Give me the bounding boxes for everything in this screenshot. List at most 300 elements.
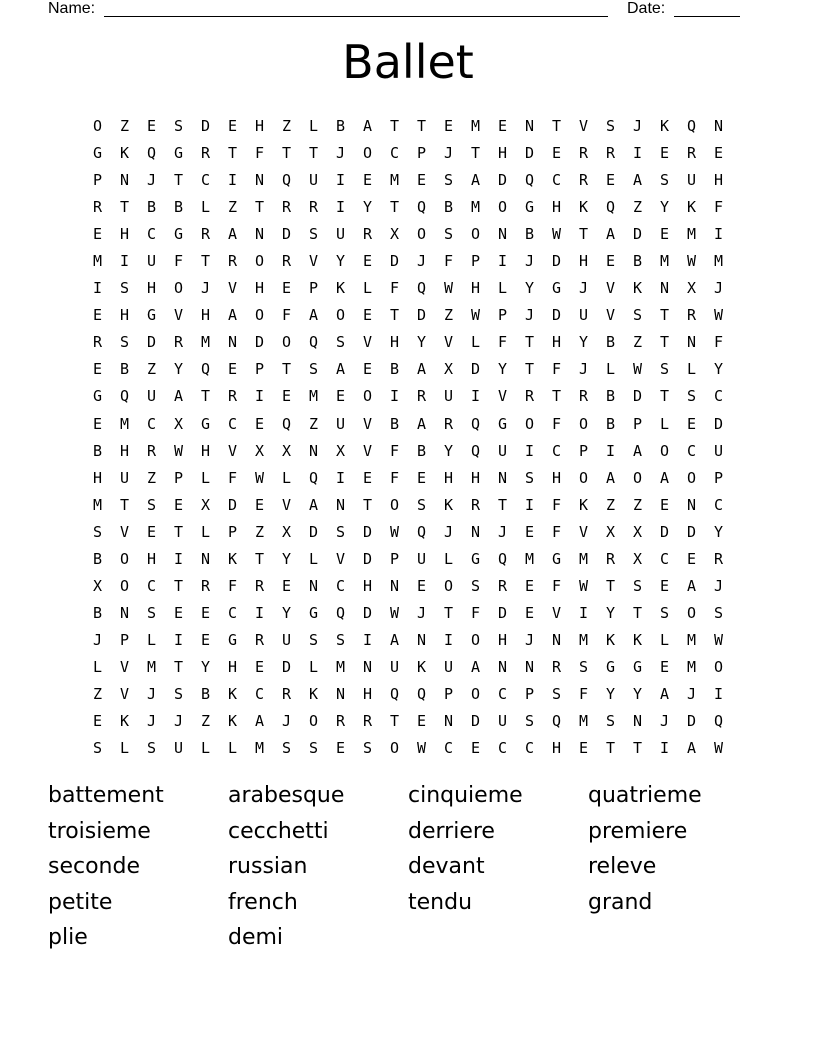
word-list-item: petite — [48, 889, 113, 915]
grid-letter: B — [605, 414, 616, 433]
grid-letter: S — [335, 630, 346, 649]
grid-letter: A — [659, 685, 670, 703]
grid-letter: E — [551, 144, 562, 163]
grid-letter: Q — [686, 117, 697, 136]
grid-letter: Z — [308, 414, 319, 433]
grid-letter: R — [362, 225, 373, 244]
grid-letter: D — [200, 117, 211, 136]
grid-letter: T — [470, 144, 481, 163]
grid-letter: R — [281, 685, 292, 703]
grid-letter: K — [335, 279, 346, 298]
word-list-item: seconde — [48, 854, 140, 879]
grid-letter: H — [362, 685, 373, 703]
grid-letter: F — [389, 441, 400, 460]
grid-letter: S — [578, 657, 589, 676]
grid-letter: X — [173, 414, 184, 433]
grid-letter: Z — [200, 712, 211, 731]
grid-letter: T — [605, 576, 616, 595]
word-list-item: arabesque — [228, 783, 345, 808]
grid-letter: Y — [281, 603, 292, 622]
grid-row — [84, 708, 732, 735]
word-list-item: cinquieme — [408, 783, 523, 808]
grid-letter: F — [551, 522, 562, 541]
grid-letter: S — [659, 171, 670, 190]
grid-letter: E — [335, 387, 346, 406]
grid-letter: J — [713, 576, 724, 595]
grid-letter: O — [443, 576, 454, 595]
grid-letter: E — [524, 603, 535, 622]
grid-letter: Y — [713, 522, 724, 541]
grid-letter: R — [713, 549, 724, 568]
grid-letter: M — [659, 252, 670, 271]
grid-letter: T — [659, 333, 670, 352]
grid-letter: T — [524, 360, 535, 379]
grid-letter: K — [227, 712, 238, 731]
grid-letter: C — [335, 576, 346, 595]
grid-letter: U — [146, 252, 157, 271]
grid-letter: T — [173, 522, 184, 541]
grid-letter: S — [281, 739, 292, 758]
grid-letter: Q — [308, 333, 319, 352]
grid-letter: S — [146, 495, 157, 514]
grid-letter: E — [605, 252, 616, 271]
grid-letter: D — [497, 603, 508, 622]
word-list-item: tendu — [408, 889, 473, 915]
grid-letter: L — [227, 739, 238, 758]
grid-letter: N — [443, 712, 454, 731]
grid-letter: Y — [632, 685, 643, 703]
grid-letter: R — [92, 333, 103, 352]
grid-letter: Z — [146, 468, 157, 487]
grid-letter: M — [119, 414, 130, 433]
grid-letter: M — [254, 739, 265, 758]
grid-letter: S — [92, 522, 103, 541]
grid-letter: B — [92, 603, 103, 622]
grid-letter: H — [146, 279, 157, 298]
grid-letter: Y — [443, 441, 454, 460]
grid-letter: U — [416, 549, 427, 568]
grid-letter: O — [308, 712, 319, 731]
grid-letter: C — [227, 603, 238, 622]
grid-letter: M — [92, 252, 103, 271]
grid-letter: T — [605, 739, 616, 758]
grid-letter: G — [173, 225, 184, 244]
grid-letter: D — [254, 333, 265, 352]
grid-letter: L — [362, 279, 373, 298]
grid-letter: L — [281, 468, 292, 487]
grid-letter: I — [605, 441, 616, 460]
grid-letter: C — [443, 739, 454, 758]
grid-letter: E — [227, 360, 238, 379]
grid-letter: C — [146, 225, 157, 244]
grid-letter: B — [173, 198, 184, 217]
grid-letter: C — [146, 414, 157, 433]
grid-letter: C — [497, 685, 508, 703]
grid-letter: F — [578, 685, 589, 703]
grid-letter: S — [443, 225, 454, 244]
grid-letter: C — [713, 387, 724, 406]
grid-letter: N — [497, 225, 508, 244]
grid-letter: Y — [605, 685, 616, 703]
grid-letter: J — [578, 360, 589, 379]
grid-letter: K — [578, 495, 589, 514]
grid-letter: E — [524, 576, 535, 595]
grid-letter: E — [227, 117, 238, 136]
grid-letter: R — [92, 198, 103, 217]
grid-letter: J — [632, 117, 643, 136]
grid-letter: N — [254, 171, 265, 190]
worksheet-header — [0, 0, 816, 20]
grid-letter: S — [173, 685, 184, 703]
word-list-item: devant — [408, 854, 485, 879]
grid-letter: V — [308, 252, 319, 271]
grid-letter: X — [632, 549, 643, 568]
grid-letter: M — [713, 252, 724, 271]
grid-letter: E — [362, 360, 373, 379]
grid-letter: E — [200, 603, 211, 622]
grid-letter: K — [119, 144, 130, 163]
grid-letter: C — [389, 144, 400, 163]
grid-letter: V — [362, 414, 373, 433]
grid-letter: Y — [605, 603, 616, 622]
grid-row — [84, 627, 732, 654]
grid-letter: W — [416, 739, 427, 758]
grid-letter: Q — [416, 522, 427, 541]
grid-letter: U — [335, 225, 346, 244]
grid-letter: L — [200, 198, 211, 217]
grid-letter: R — [578, 144, 589, 163]
grid-letter: T — [389, 712, 400, 731]
grid-letter: Y — [200, 657, 211, 676]
grid-letter: A — [632, 441, 643, 460]
grid-letter: P — [713, 468, 724, 487]
grid-letter: W — [254, 468, 265, 487]
grid-letter: F — [713, 198, 724, 217]
grid-letter: Q — [416, 279, 427, 298]
grid-letter: Q — [335, 603, 346, 622]
grid-letter: S — [416, 495, 427, 514]
grid-letter: N — [389, 576, 400, 595]
grid-letter: L — [497, 279, 508, 298]
grid-letter: O — [389, 495, 400, 514]
grid-letter: E — [146, 522, 157, 541]
grid-letter: T — [281, 360, 292, 379]
grid-letter: K — [632, 279, 643, 298]
word-list-item: troisieme — [48, 818, 151, 844]
grid-letter: B — [605, 387, 616, 406]
grid-letter: E — [416, 576, 427, 595]
grid-letter: R — [578, 387, 589, 406]
grid-row — [84, 438, 732, 465]
grid-letter: P — [524, 685, 535, 703]
grid-letter: T — [119, 495, 130, 514]
grid-letter: A — [416, 360, 427, 379]
grid-letter: H — [227, 657, 238, 676]
grid-letter: I — [470, 387, 481, 406]
grid-letter: T — [227, 144, 238, 163]
grid-letter: O — [119, 576, 130, 595]
grid-letter: S — [470, 576, 481, 595]
word-list-item: russian — [228, 854, 308, 879]
word-list-item: battement — [48, 783, 164, 808]
grid-letter: O — [686, 603, 697, 622]
grid-letter: C — [200, 171, 211, 190]
grid-letter: O — [497, 198, 508, 217]
grid-letter: D — [281, 225, 292, 244]
grid-letter: H — [146, 549, 157, 568]
grid-letter: R — [362, 712, 373, 731]
grid-letter: T — [632, 603, 643, 622]
grid-row — [84, 411, 732, 438]
grid-letter: B — [389, 414, 400, 433]
grid-letter: O — [362, 144, 373, 163]
grid-letter: H — [578, 252, 589, 271]
grid-row — [84, 329, 732, 356]
grid-letter: T — [416, 117, 427, 136]
grid-row — [84, 275, 732, 302]
grid-letter: T — [119, 198, 130, 217]
grid-letter: D — [362, 522, 373, 541]
grid-letter: R — [254, 576, 265, 595]
grid-letter: A — [659, 468, 670, 487]
grid-letter: R — [551, 657, 562, 676]
grid-letter: W — [389, 522, 400, 541]
word-search-grid — [84, 113, 732, 762]
grid-letter: A — [335, 360, 346, 379]
grid-letter: R — [146, 441, 157, 460]
grid-row — [84, 302, 732, 329]
grid-letter: I — [389, 387, 400, 406]
grid-letter: N — [497, 468, 508, 487]
grid-letter: R — [605, 549, 616, 568]
grid-letter: R — [686, 306, 697, 325]
grid-letter: L — [308, 657, 319, 676]
grid-letter: Y — [713, 360, 724, 379]
grid-letter: N — [335, 685, 346, 703]
grid-row — [84, 140, 732, 167]
grid-letter: M — [308, 387, 319, 406]
grid-letter: D — [146, 333, 157, 352]
grid-letter: X — [335, 441, 346, 460]
grid-letter: K — [416, 657, 427, 676]
grid-letter: V — [605, 306, 616, 325]
grid-letter: A — [254, 712, 265, 731]
grid-letter: A — [470, 657, 481, 676]
grid-letter: N — [119, 603, 130, 622]
grid-letter: T — [173, 576, 184, 595]
grid-letter: F — [551, 414, 562, 433]
grid-letter: N — [308, 576, 319, 595]
grid-letter: K — [308, 685, 319, 703]
grid-letter: D — [281, 657, 292, 676]
grid-letter: O — [416, 225, 427, 244]
grid-row — [84, 167, 732, 194]
grid-letter: J — [281, 712, 292, 731]
grid-letter: T — [254, 549, 265, 568]
grid-letter: K — [659, 117, 670, 136]
grid-letter: Q — [551, 712, 562, 731]
page-title: Ballet — [342, 35, 474, 89]
grid-letter: X — [389, 225, 400, 244]
grid-letter: E — [281, 576, 292, 595]
grid-letter: S — [659, 360, 670, 379]
grid-letter: E — [362, 252, 373, 271]
grid-letter: R — [227, 252, 238, 271]
grid-letter: F — [551, 360, 562, 379]
grid-letter: L — [200, 522, 211, 541]
grid-letter: Q — [308, 468, 319, 487]
grid-letter: F — [227, 468, 238, 487]
grid-letter: U — [281, 630, 292, 649]
grid-letter: V — [605, 279, 616, 298]
grid-letter: Z — [632, 495, 643, 514]
grid-letter: N — [416, 630, 427, 649]
grid-letter: V — [578, 117, 589, 136]
grid-letter: C — [686, 441, 697, 460]
grid-letter: H — [443, 468, 454, 487]
grid-row — [84, 113, 732, 140]
grid-letter: T — [443, 603, 454, 622]
grid-letter: J — [146, 685, 157, 703]
grid-letter: I — [443, 630, 454, 649]
grid-letter: E — [686, 414, 697, 433]
grid-letter: H — [551, 333, 562, 352]
grid-letter: A — [632, 171, 643, 190]
grid-letter: P — [308, 279, 319, 298]
grid-letter: R — [416, 387, 427, 406]
grid-letter: P — [497, 306, 508, 325]
name-label: Name: — [48, 0, 96, 17]
grid-letter: B — [605, 333, 616, 352]
grid-letter: N — [524, 117, 535, 136]
grid-letter: E — [362, 306, 373, 325]
grid-letter: B — [389, 360, 400, 379]
grid-letter: J — [524, 630, 535, 649]
grid-letter: S — [362, 739, 373, 758]
grid-letter: A — [686, 576, 697, 595]
grid-letter: J — [335, 144, 346, 163]
grid-letter: F — [173, 252, 184, 271]
grid-letter: O — [254, 306, 265, 325]
grid-letter: O — [119, 549, 130, 568]
grid-letter: J — [443, 144, 454, 163]
grid-letter: H — [119, 441, 130, 460]
grid-letter: C — [659, 549, 670, 568]
grid-letter: O — [362, 387, 373, 406]
grid-letter: E — [200, 630, 211, 649]
grid-letter: E — [92, 306, 103, 325]
grid-letter: P — [173, 468, 184, 487]
grid-letter: E — [254, 495, 265, 514]
grid-letter: N — [551, 630, 562, 649]
grid-letter: H — [119, 306, 130, 325]
grid-letter: N — [227, 333, 238, 352]
grid-letter: W — [470, 306, 481, 325]
grid-letter: T — [524, 333, 535, 352]
grid-letter: Q — [416, 198, 427, 217]
grid-letter: E — [578, 739, 589, 758]
grid-letter: E — [92, 225, 103, 244]
grid-letter: K — [443, 495, 454, 514]
grid-letter: I — [173, 549, 184, 568]
grid-letter: S — [119, 279, 130, 298]
grid-letter: U — [578, 306, 589, 325]
grid-letter: E — [362, 468, 373, 487]
grid-letter: H — [200, 441, 211, 460]
grid-letter: L — [443, 549, 454, 568]
grid-letter: Q — [470, 441, 481, 460]
grid-letter: Y — [362, 198, 373, 217]
grid-letter: Z — [227, 198, 238, 217]
grid-letter: T — [173, 171, 184, 190]
grid-letter: U — [146, 387, 157, 406]
grid-letter: N — [713, 117, 724, 136]
grid-letter: W — [713, 306, 724, 325]
grid-letter: L — [119, 739, 130, 758]
grid-letter: Z — [92, 685, 103, 703]
grid-letter: V — [227, 441, 238, 460]
grid-letter: Z — [632, 198, 643, 217]
word-list-item: french — [228, 889, 298, 915]
grid-letter: R — [200, 225, 211, 244]
grid-letter: H — [92, 468, 103, 487]
grid-letter: E — [686, 549, 697, 568]
grid-letter: G — [632, 657, 643, 676]
grid-letter: C — [551, 441, 562, 460]
grid-letter: T — [308, 144, 319, 163]
grid-letter: M — [686, 225, 697, 244]
grid-letter: K — [632, 630, 643, 649]
grid-letter: E — [335, 739, 346, 758]
date-label: Date: — [627, 0, 666, 17]
grid-letter: P — [578, 441, 589, 460]
grid-letter: Q — [416, 685, 427, 703]
grid-letter: G — [470, 549, 481, 568]
grid-letter: A — [227, 306, 238, 325]
grid-letter: E — [416, 171, 427, 190]
grid-letter: V — [335, 549, 346, 568]
grid-letter: F — [470, 603, 481, 622]
grid-letter: M — [578, 630, 589, 649]
grid-letter: E — [173, 603, 184, 622]
grid-letter: T — [632, 739, 643, 758]
grid-letter: R — [200, 144, 211, 163]
grid-letter: Y — [524, 279, 535, 298]
grid-letter: G — [200, 414, 211, 433]
grid-letter: I — [335, 171, 346, 190]
word-list-item: plie — [48, 925, 88, 950]
grid-letter: P — [92, 171, 103, 190]
grid-letter: R — [227, 387, 238, 406]
grid-letter: F — [227, 576, 238, 595]
grid-letter: S — [308, 739, 319, 758]
grid-row — [84, 465, 732, 492]
grid-letter: B — [119, 360, 130, 379]
grid-letter: H — [551, 198, 562, 217]
grid-letter: O — [524, 414, 535, 433]
grid-letter: G — [92, 387, 103, 406]
grid-letter: O — [659, 441, 670, 460]
grid-letter: N — [686, 495, 697, 514]
grid-letter: H — [362, 576, 373, 595]
grid-letter: I — [632, 144, 643, 163]
grid-letter: G — [173, 144, 184, 163]
grid-letter: E — [659, 144, 670, 163]
grid-letter: L — [470, 333, 481, 352]
grid-letter: X — [254, 441, 265, 460]
grid-letter: R — [470, 495, 481, 514]
grid-letter: E — [254, 414, 265, 433]
